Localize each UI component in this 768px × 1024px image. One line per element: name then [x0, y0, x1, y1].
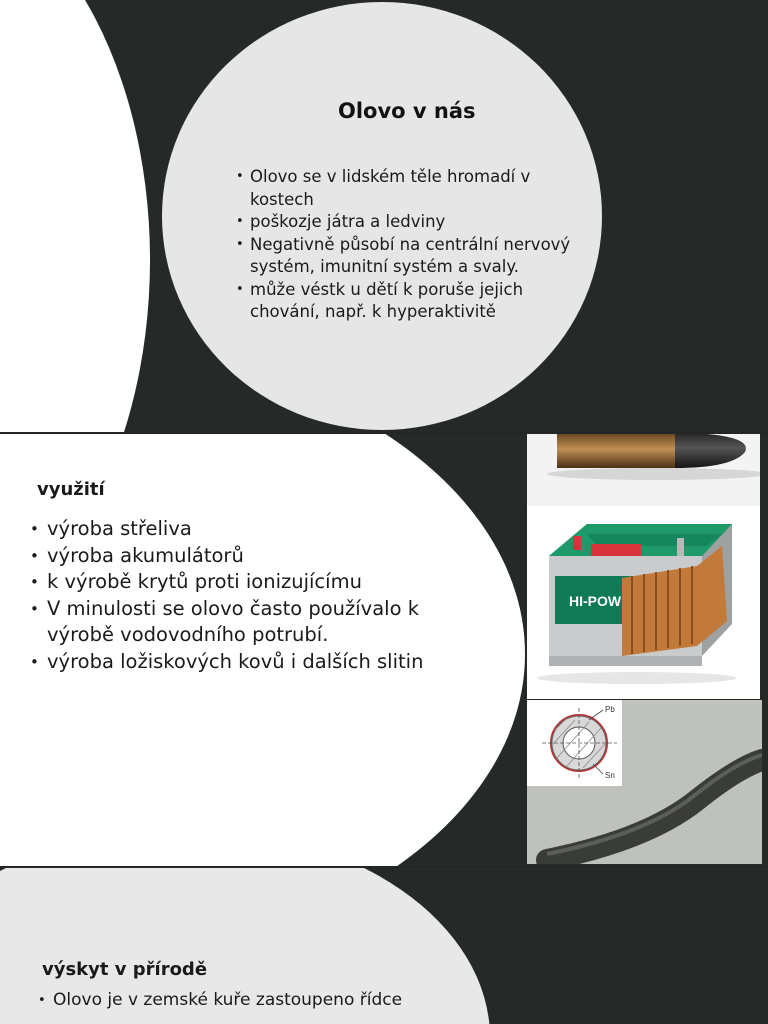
bullet-item: • V minulosti se olovo často používalo k výrobě vodovodního potrubí. — [30, 596, 450, 649]
bullet-item: • může véstk u dětí k poruše jejich chování, např. k hyperaktivitě — [236, 279, 576, 324]
battery-brand-label: HI-POW — [569, 593, 622, 609]
battery-photo — [527, 506, 760, 699]
slide-vyskyt-v-prirode — [0, 868, 768, 1024]
bullet-item: • Olovo je v zemské kuře zastoupeno řídce — [38, 989, 438, 1012]
bullet-item: • výroba akumulátorů — [30, 543, 450, 570]
pipe-photo — [527, 700, 762, 864]
diagram-label-sn: Sn — [605, 771, 615, 780]
bullet-item: • k výrobě krytů proti ionizujícímu — [30, 569, 450, 596]
bullet-item: • výroba ložiskových kovů i dalších slitin — [30, 649, 450, 676]
slide-title: výskyt v přírodě — [42, 959, 208, 980]
diagram-label-pb: Pb — [605, 705, 615, 714]
bullet-list — [236, 166, 576, 324]
pipe-illustration — [527, 700, 762, 864]
bullet-item: • Negativně působí na centrální nervový systém, imunitní systém a svaly. — [236, 234, 576, 279]
slide-olovo-v-nas — [0, 0, 768, 432]
slide-vyuziti — [0, 434, 768, 866]
battery-illustration — [527, 506, 760, 699]
slide-title: využití — [37, 479, 105, 500]
bullet-list — [30, 516, 450, 675]
bullet-photo — [527, 434, 760, 506]
bullet-illustration — [527, 434, 760, 506]
white-curve-shape — [0, 0, 150, 432]
bullet-list — [38, 989, 438, 1012]
slide-title: Olovo v nás — [338, 99, 476, 123]
bullet-item: • Olovo se v lidském těle hromadí v kostech — [236, 166, 576, 211]
bullet-item: • poškozje játra a ledviny — [236, 211, 576, 234]
bullet-item: • výroba střeliva — [30, 516, 450, 543]
